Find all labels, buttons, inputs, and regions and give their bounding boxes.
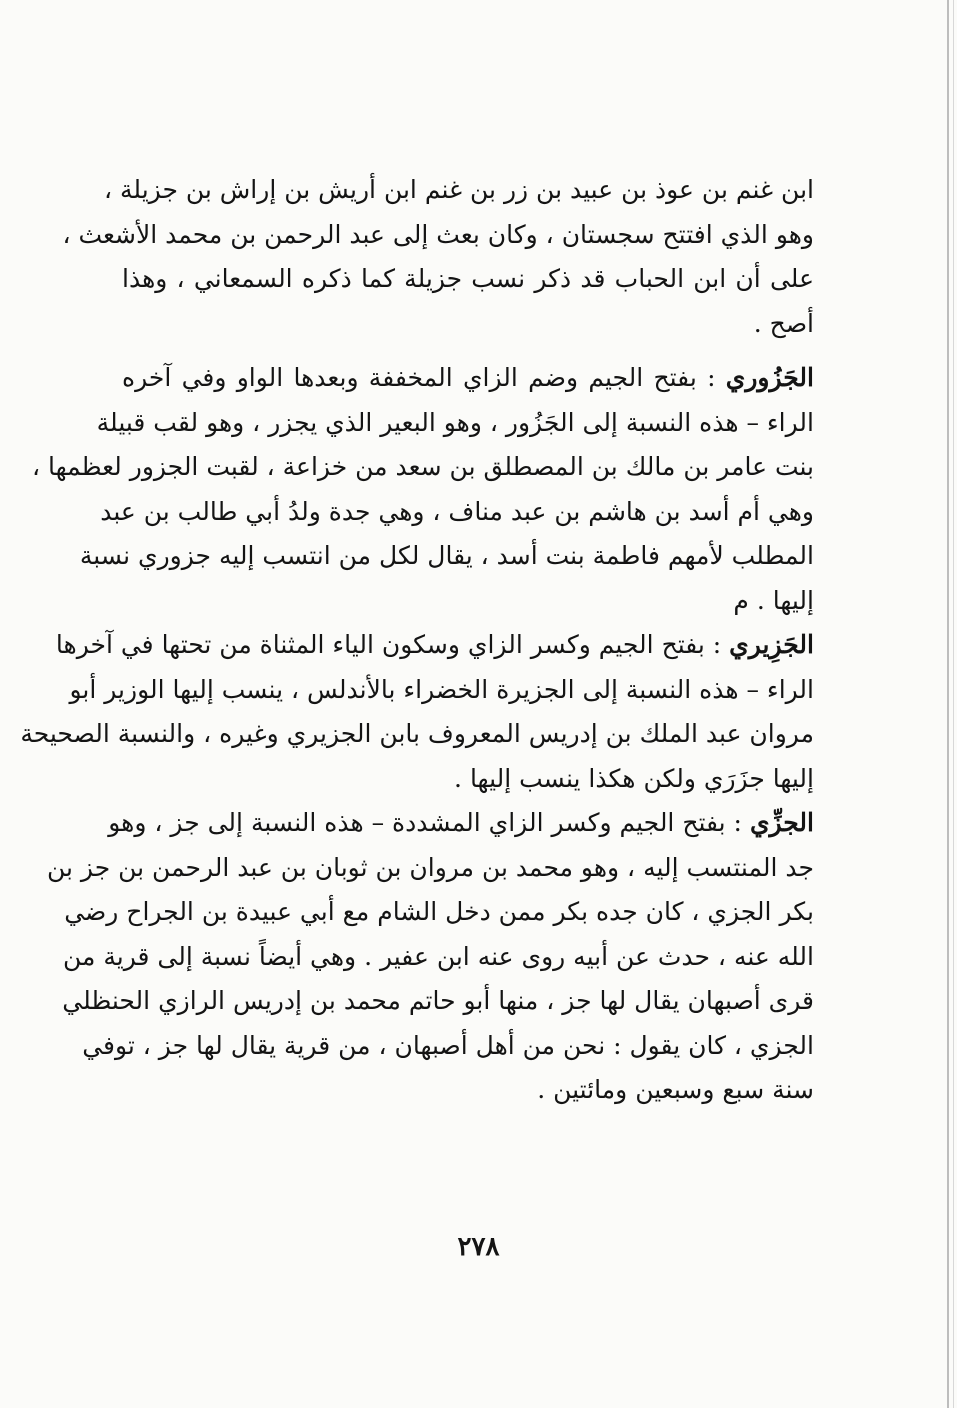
text-line: على أن ابن الحباب قد ذكر نسب جزيلة كما ذكره السمعاني ، وهذا	[122, 264, 814, 293]
headword: الجَزُوري	[725, 363, 814, 392]
entry-text: : بفتح الجيم وضم الزاي المخففة وبعدها الواو وفي آخره	[122, 363, 726, 392]
text-line: المطلب لأمهم فاطمة بنت أسد ، يقال لكل من انتسب إليه جزوري نسبة	[79, 541, 814, 570]
text-line: بكر الجزي ، كان جده بكر ممن دخل الشام مع أبي عبيدة بن الجراح رضي	[64, 897, 814, 926]
text-line: بنت عامر بن مالك بن المصطلق بن سعد من خزاعة ، لقبت الجزور لعظمها ،	[32, 452, 814, 481]
entry-text: : بفتح الجيم وكسر الزاي المشددة – هذه النسبة إلى جز ، وهو	[108, 808, 750, 837]
text-line: سنة سبع وسبعين ومائتين .	[537, 1075, 814, 1104]
text-line: أصح .	[753, 308, 814, 338]
headword: الجَزِيري	[729, 630, 814, 659]
text-line: وهو الذي افتتح سجستان ، وكان بعث إلى عبد الرحمن بن محمد الأشعث ،	[62, 219, 814, 249]
text-line: وهي أم أسد بن هاشم بن عبد مناف ، وهي جدة ولدُ أبي طالب بن عبد	[100, 496, 814, 526]
page-edge	[947, 0, 949, 1408]
headword: الجزِّي	[749, 808, 814, 837]
text-line: الراء – هذه النسبة إلى الجَزُور ، وهو البعير الذي يجزر ، وهو لقب قبيلة	[96, 407, 814, 437]
text-line: الله عنه ، حدث عن أبيه روى عنه ابن عفير . وهي أيضاً نسبة إلى قرية من	[62, 941, 814, 971]
text-line: إليها جزَرَي ولكن هكذا ينسب إليها .	[454, 763, 814, 793]
text-line: الجزي ، كان يقول : نحن من أهل أصبهان ، من قرية يقال لها جز ، توفي	[82, 1030, 814, 1060]
text-line: جد المنتسب إليه ، وهو محمد بن مروان بن ثوبان بن عبد الرحمن بن جز بن	[46, 852, 814, 882]
text-line: إليها . م	[733, 585, 814, 615]
entry-gap	[122, 346, 814, 356]
text-line: مروان عبد الملك بن إدريس المعروف بابن الجزيري وغيره ، والنسبة الصحيحة	[20, 719, 814, 748]
page-number: ٢٧٨	[457, 1232, 500, 1262]
entry-first-line	[55, 623, 814, 668]
page-edge-inner	[953, 0, 954, 1408]
text-line: ابن غنم بن عوذ بن عبيد بن زر بن غنم ابن أريش بن إراش بن جزيلة ،	[104, 175, 814, 204]
entry-first-line	[108, 801, 814, 846]
text-line: قرى أصبهان يقال لها جز ، منها أبو حاتم محمد بن إدريس الرازي الحنظلي	[62, 986, 814, 1015]
main-text	[20, 168, 814, 1113]
entry-first-line	[122, 356, 814, 401]
entry-text: : بفتح الجيم وكسر الزاي وسكون الياء المثناة من تحتها في آخرها	[55, 630, 730, 659]
text-line: الراء – هذه النسبة إلى الجزيرة الخضراء بالأندلس ، ينسب إليها الوزير أبو	[69, 674, 814, 704]
